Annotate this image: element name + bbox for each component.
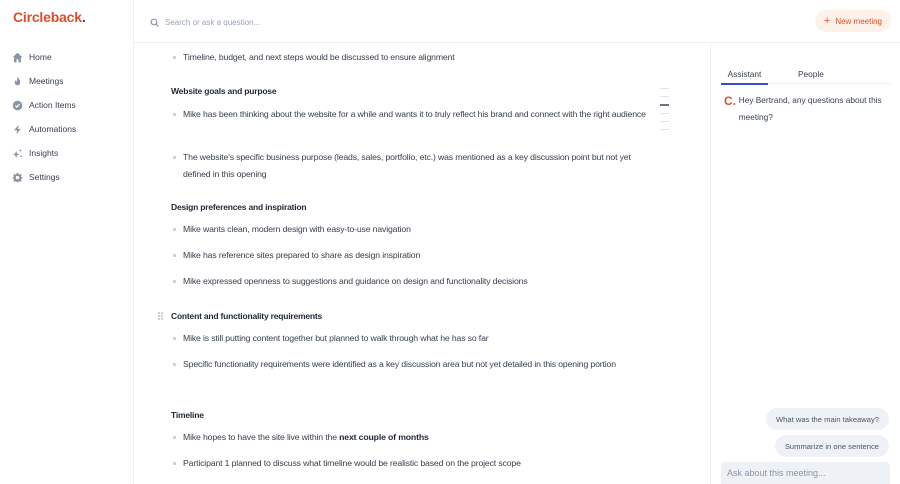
list-item: Mike hopes to have the site live within the next couple of months xyxy=(171,429,651,446)
list-item: Mike wants clean, modern design with easy-to-use navigation xyxy=(171,221,651,238)
list-item: Mike is still putting content together but planned to walk through what he has so far xyxy=(171,330,651,347)
search-input[interactable] xyxy=(165,18,425,27)
assistant-panel xyxy=(710,44,900,484)
search-icon xyxy=(150,18,159,27)
sidebar-item-label: Meetings xyxy=(29,76,64,86)
sparkles-icon xyxy=(12,148,23,159)
plus-icon: + xyxy=(823,14,831,27)
list-item: Specific functionality requirements were identified as a key discussion area but not yet detailed in this opening portion xyxy=(171,356,651,373)
suggestion-summarize[interactable]: Summarize in one sentence xyxy=(775,435,889,457)
sidebar xyxy=(0,0,134,484)
list-item: Mike has reference sites prepared to share as design inspiration xyxy=(171,247,651,264)
logo[interactable]: Circleback. xyxy=(13,9,86,25)
panel-tabs xyxy=(721,64,891,84)
lightning-icon xyxy=(12,124,23,135)
tab-assistant[interactable]: Assistant xyxy=(721,64,768,84)
flame-icon xyxy=(12,76,23,87)
section-title: Content and functionality requirements xyxy=(171,311,323,321)
list-item: Mike has been thinking about the website for a while and wants it to truly reflect his brand and connect with the right audience xyxy=(171,106,651,123)
section-title: Website goals and purpose xyxy=(171,86,277,96)
sidebar-nav xyxy=(0,45,134,189)
sidebar-item-meetings[interactable] xyxy=(0,69,134,93)
list-item: The website's specific business purpose (leads, sales, portfolio, etc.) was mentioned as a key discussion point but not yet defined in this opening xyxy=(171,149,651,183)
assistant-greeting: Hey Bertrand, any questions about this meeting? xyxy=(738,95,882,122)
sidebar-item-action-items[interactable] xyxy=(0,93,134,117)
section-title: Timeline xyxy=(171,410,204,420)
home-icon xyxy=(12,52,23,63)
sidebar-item-automations[interactable] xyxy=(0,117,134,141)
list-item: Participant 1 planned to discuss what timeline would be realistic based on the project scope xyxy=(171,455,651,472)
sidebar-item-label: Home xyxy=(29,52,52,62)
top-bar xyxy=(134,0,900,43)
tab-people[interactable]: People xyxy=(798,69,824,79)
sidebar-item-settings[interactable] xyxy=(0,165,134,189)
sidebar-item-home[interactable] xyxy=(0,45,134,69)
gear-icon xyxy=(12,172,23,183)
meeting-notes xyxy=(134,44,710,484)
assistant-message xyxy=(724,94,894,126)
sidebar-item-insights[interactable] xyxy=(0,141,134,165)
circleback-logo-icon: C. xyxy=(724,94,736,108)
new-meeting-button[interactable]: + New meeting xyxy=(815,10,891,32)
list-item: Timeline, budget, and next steps would be discussed to ensure alignment xyxy=(171,49,651,66)
list-item: Mike expressed openness to suggestions and guidance on design and functionality decisions xyxy=(171,273,651,290)
search-bar[interactable] xyxy=(150,13,450,31)
sidebar-item-label: Automations xyxy=(29,124,77,134)
sidebar-item-label: Action Items xyxy=(29,100,76,110)
sidebar-item-label: Insights xyxy=(29,148,59,158)
suggestion-main-takeaway[interactable]: What was the main takeaway? xyxy=(766,408,889,430)
sidebar-item-label: Settings xyxy=(29,172,60,182)
section-minimap[interactable] xyxy=(660,88,672,137)
ask-input[interactable] xyxy=(721,462,890,484)
drag-handle-icon[interactable] xyxy=(158,312,164,321)
check-circle-icon xyxy=(12,100,23,111)
section-title: Design preferences and inspiration xyxy=(171,202,307,212)
